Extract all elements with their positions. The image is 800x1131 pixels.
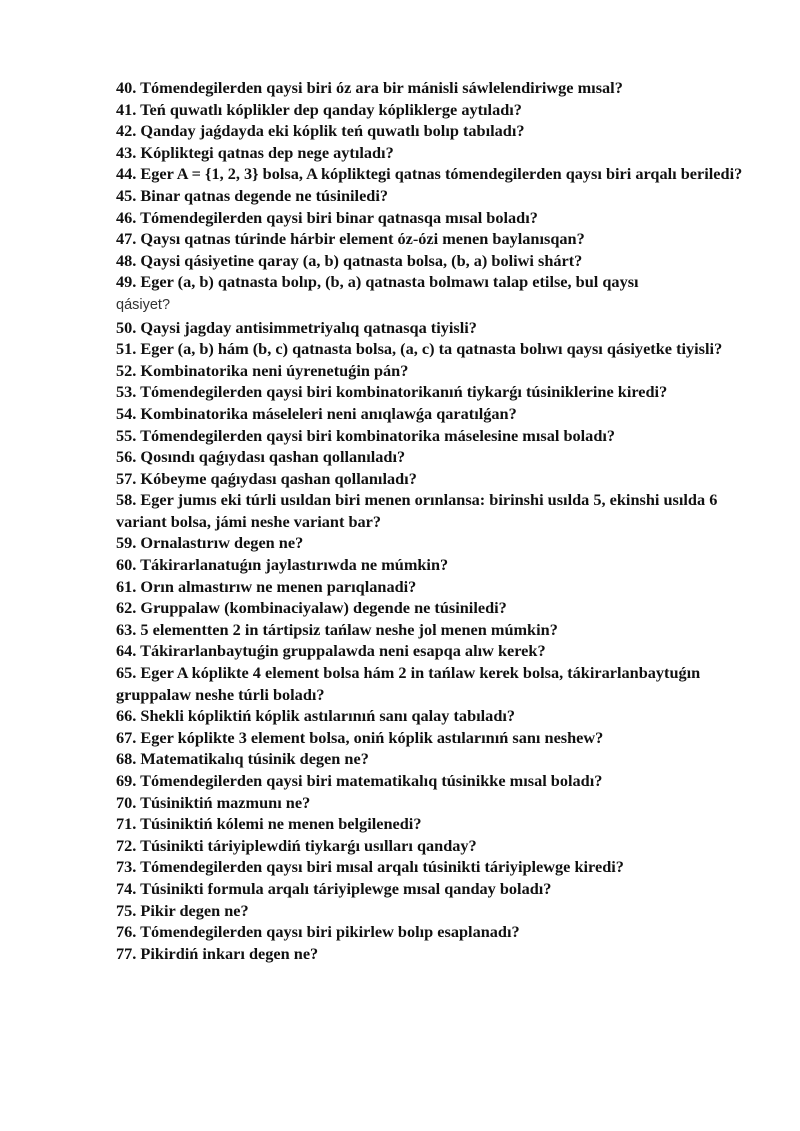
question-item [116, 77, 756, 99]
question-item [116, 619, 756, 641]
question-item [116, 489, 756, 532]
question-text: 76. Tómendegilerden qaysı biri pikirlew bolıp esaplanadı? [116, 922, 520, 942]
question-item [116, 360, 756, 382]
question-item [116, 813, 756, 835]
question-text: 53. Tómendegilerden qaysi biri kombinatorikanıń tiykarǵı túsiniklerine kiredi? [116, 382, 668, 402]
question-item [116, 943, 756, 965]
question-item [116, 338, 756, 360]
question-item [116, 770, 756, 792]
question-text: 50. Qaysi jagday antisimmetriyalıq qatnasqa tiyisli? [116, 317, 477, 337]
question-item [116, 468, 756, 490]
question-text: 68. Matematikalıq túsinik degen ne? [116, 749, 369, 769]
question-item [116, 271, 756, 316]
question-item [116, 532, 756, 554]
question-item [116, 381, 756, 403]
question-item [116, 878, 756, 900]
question-item [116, 99, 756, 121]
question-item [116, 727, 756, 749]
question-item [116, 207, 756, 229]
question-item [116, 640, 756, 662]
question-item [116, 228, 756, 250]
question-text: 48. Qaysi qásiyetine qaray (a, b) qatnasta bolsa, (b, a) boliwi shárt? [116, 250, 583, 270]
question-item [116, 662, 756, 705]
question-item [116, 446, 756, 468]
question-text: 71. Túsiniktiń kólemi ne menen belgilenedi? [116, 814, 422, 834]
question-text: 47. Qaysı qatnas túrinde hárbir element óz-ózi menen baylanısqan? [116, 229, 585, 249]
question-item [116, 835, 756, 857]
question-item [116, 185, 756, 207]
question-text-continuation: qásiyet? [116, 296, 171, 313]
question-text: 65. Eger A kóplikte 4 element bolsa hám 2 in tańlaw kerek bolsa, tákirarlanbaytuǵın gruppalaw neshe túrli boladı? [116, 663, 701, 704]
question-text: 74. Túsinikti formula arqalı táriyiplewge mısal qanday boladı? [116, 878, 552, 898]
question-text: 63. 5 elementten 2 in tártipsiz tańlaw neshe jol menen múmkin? [116, 619, 558, 639]
question-text: 70. Túsiniktiń mazmunı ne? [116, 792, 311, 812]
question-text: 44. Eger A = {1, 2, 3} bolsa, A kópliktegi qatnas tómendegilerden qaysı biri arqalı beriledi? [116, 164, 743, 184]
question-list [116, 77, 756, 964]
question-text: 61. Orın almastırıw ne menen parıqlanadi? [116, 576, 417, 596]
question-item [116, 120, 756, 142]
question-item [116, 403, 756, 425]
question-text: 77. Pikirdiń inkarı degen ne? [116, 943, 319, 963]
question-item [116, 250, 756, 272]
question-item [116, 921, 756, 943]
question-item [116, 792, 756, 814]
question-item [116, 748, 756, 770]
question-item [116, 163, 756, 185]
question-text: 60. Tákirarlanatuǵın jaylastırıwda ne múmkin? [116, 555, 449, 575]
question-text: 56. Qosındı qaǵıydası qashan qollanıladı? [116, 447, 406, 467]
question-text: 51. Eger (a, b) hám (b, c) qatnasta bolsa, (a, c) ta qatnasta bolıwı qaysı qásiyetke tiyisli? [116, 339, 723, 359]
question-text: 55. Tómendegilerden qaysi biri kombinatorika máselesine mısal boladı? [116, 425, 616, 445]
question-item [116, 856, 756, 878]
question-text: 59. Ornalastırıw degen ne? [116, 533, 304, 553]
question-item [116, 597, 756, 619]
question-text: 73. Tómendegilerden qaysı biri mısal arqalı túsinikti táriyiplewge kiredi? [116, 857, 624, 877]
question-item [116, 900, 756, 922]
question-text: 49. Eger (a, b) qatnasta bolıp, (b, a) qatnasta bolmawı talap etilse, bul qaysı [116, 272, 639, 292]
question-text: 75. Pikir degen ne? [116, 900, 249, 920]
question-text: 58. Eger jumıs eki túrli usıldan biri menen orınlansa: birinshi usılda 5, ekinshi usılda 6 variant bolsa, jámi neshe variant bar? [116, 490, 718, 531]
question-item [116, 705, 756, 727]
question-text: 40. Tómendegilerden qaysi biri óz ara bir mánisli sáwlelendiriwge mısal? [116, 78, 623, 97]
question-text: 45. Binar qatnas degende ne túsiniledi? [116, 185, 389, 205]
question-text: 52. Kombinatorika neni úyrenetuǵin pán? [116, 360, 409, 380]
question-text: 41. Teń quwatlı kóplikler dep qanday kópliklerge aytıladı? [116, 99, 522, 119]
question-text: 66. Shekli kópliktiń kóplik astılarınıń sanı qalay tabıladı? [116, 706, 516, 726]
question-text: 54. Kombinatorika máseleleri neni anıqlawǵa qaratılǵan? [116, 403, 517, 423]
question-text: 72. Túsinikti táriyiplewdiń tiykarǵı usılları qanday? [116, 835, 477, 855]
question-item [116, 317, 756, 339]
question-item [116, 142, 756, 164]
question-text: 64. Tákirarlanbaytuǵin gruppalawda neni esapqa alıw kerek? [116, 641, 546, 661]
question-text: 43. Kópliktegi qatnas dep nege aytıladı? [116, 142, 394, 162]
question-text: 46. Tómendegilerden qaysi biri binar qatnasqa mısal boladı? [116, 207, 538, 227]
question-item [116, 576, 756, 598]
question-item [116, 554, 756, 576]
question-text: 57. Kóbeyme qaǵıydası qashan qollanıladı? [116, 468, 417, 488]
question-text: 67. Eger kóplikte 3 element bolsa, oniń kóplik astılarınıń sanı neshew? [116, 727, 604, 747]
question-text: 62. Gruppalaw (kombinaciyalaw) degende ne túsiniledi? [116, 598, 507, 618]
question-item [116, 425, 756, 447]
question-text: 69. Tómendegilerden qaysi biri matematikalıq túsinikke mısal boladı? [116, 771, 603, 790]
question-text: 42. Qanday jaǵdayda eki kóplik teń quwatlı bolıp tabıladı? [116, 121, 525, 141]
